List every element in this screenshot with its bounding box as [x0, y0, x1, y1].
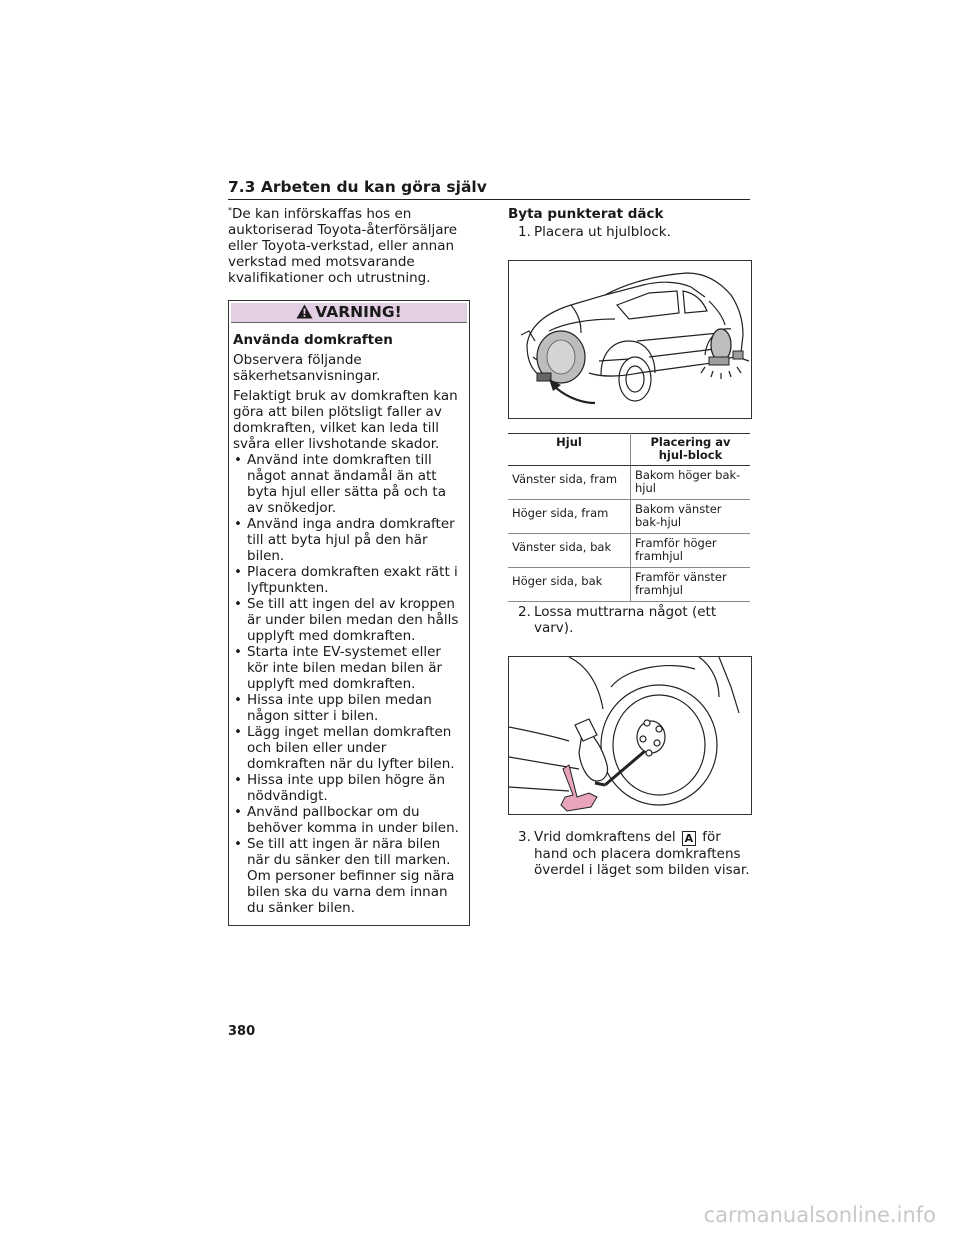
warning-list-item: • Använd inga andra domkrafter till att byta hjul på den här bilen.	[233, 516, 465, 564]
warning-list-item: • Lägg inget mellan domkraften och bilen eller under domkraften när du lyfter bilen.	[233, 724, 465, 772]
table-row	[508, 466, 750, 500]
table-header-wheel: Hjul	[508, 434, 631, 466]
warning-list-item: • Använd pallbockar om du behöver komma in under bilen.	[233, 804, 465, 836]
warning-title: Använda domkraften	[233, 332, 393, 348]
warning-list-item: • Hissa inte upp bilen medan någon sitter i bilen.	[233, 692, 465, 724]
left-column	[228, 206, 470, 926]
footnote-text: De kan införskaffas hos en auktoriserad Toyota-återförsäljare eller Toyota-verkstad, eller annan verkstad med motsvarande kvalifikationer och utrustning.	[228, 206, 458, 286]
step-text-pre: Vrid domkraftens del	[534, 829, 676, 845]
section-header: 7.3 Arbeten du kan göra själv	[228, 178, 750, 200]
watermark: carmanualsonline.info	[703, 1203, 936, 1227]
wheel-block-table	[508, 433, 750, 602]
step-3	[516, 829, 750, 878]
step-number: 3.	[518, 829, 531, 845]
warning-list-item: • Se till att ingen del av kroppen är under bilen medan den hålls upplyft med domkraften.	[233, 596, 465, 644]
table-cell: Höger sida, bak	[508, 568, 631, 602]
footnote-marker: *	[228, 206, 232, 215]
warning-list-item: • Starta inte EV-systemet eller kör inte bilen medan bilen är upplyft med domkraften.	[233, 644, 465, 692]
warning-paragraph: Felaktigt bruk av domkraften kan göra att bilen plötsligt faller av domkraften, vilket kan leda till svåra eller livshotande skador.	[233, 388, 458, 452]
warning-label: VARNING!	[315, 303, 402, 321]
step-number: 2.	[518, 604, 531, 620]
table-row	[508, 568, 750, 602]
table-header-placement: Placering av hjul-block	[631, 434, 751, 466]
step-text: Placera ut hjulblock.	[534, 224, 671, 240]
footnote	[228, 206, 470, 286]
table-row	[508, 534, 750, 568]
figure-car-wheel-blocks	[508, 260, 752, 419]
warning-list-item: • Se till att ingen är nära bilen när du sänker den till marken. Om personer befinner sig nära bilen ska du varna dem innan du sänker bilen.	[233, 836, 465, 916]
right-column	[508, 206, 750, 878]
warning-box	[228, 300, 470, 926]
table-cell: Bakom vänster bak-hjul	[631, 500, 751, 534]
section-title: Byta punkterat däck	[508, 206, 664, 222]
page-number: 380	[228, 1024, 256, 1039]
table-header-row	[508, 434, 750, 466]
warning-list-item: • Använd inte domkraften till något annat ändamål än att byta hjul eller sätta på och ta av snökedjor.	[233, 452, 465, 516]
warning-list-item: • Placera domkraften exakt rätt i lyftpunkten.	[233, 564, 465, 596]
warning-intro: Observera följande säkerhetsanvisningar.	[233, 352, 381, 384]
warning-header	[231, 303, 467, 323]
step-1	[516, 224, 750, 240]
table-cell: Framför vänster framhjul	[631, 568, 751, 602]
warning-body	[229, 325, 469, 925]
part-a-label: A	[682, 831, 696, 846]
step-text-post: för hand och placera domkraftens överdel i läget som bilden visar.	[534, 829, 750, 878]
table-cell: Vänster sida, fram	[508, 466, 631, 500]
table-cell: Höger sida, fram	[508, 500, 631, 534]
table-cell: Vänster sida, bak	[508, 534, 631, 568]
table-cell: Bakom höger bak-hjul	[631, 466, 751, 500]
step-number: 1.	[518, 224, 531, 240]
step-2	[516, 604, 750, 636]
warning-list	[233, 452, 465, 916]
warning-triangle-icon	[296, 304, 313, 319]
warning-list-item: • Hissa inte upp bilen högre än nödvändigt.	[233, 772, 465, 804]
car-illustration	[509, 261, 751, 418]
table-row	[508, 500, 750, 534]
wheel-wrench-illustration	[509, 657, 751, 814]
figure-loosen-nuts	[508, 656, 752, 815]
step-text: Lossa muttrarna något (ett varv).	[534, 604, 717, 636]
table-cell: Framför höger framhjul	[631, 534, 751, 568]
